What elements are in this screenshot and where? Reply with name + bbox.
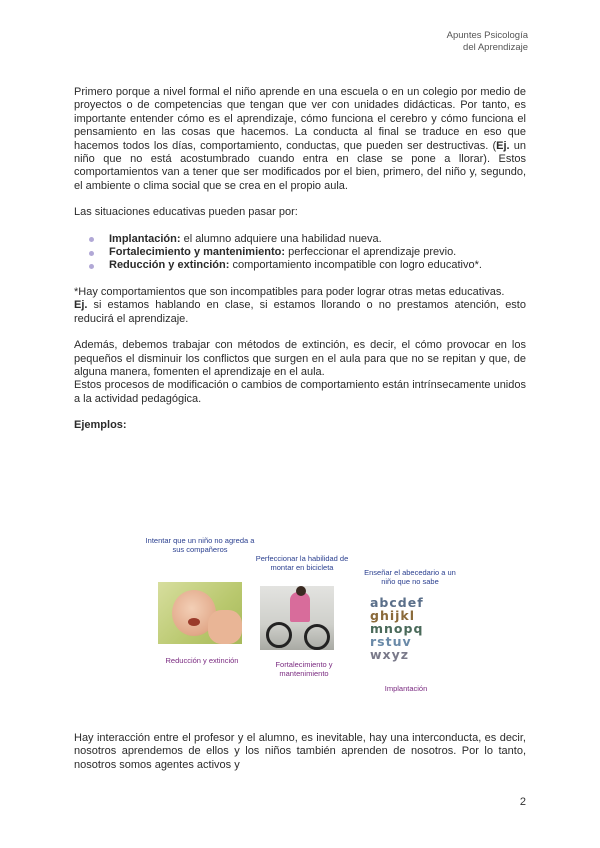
examples-title bbox=[74, 419, 526, 432]
alphabet-row: mnopq bbox=[370, 621, 424, 636]
situations-list bbox=[74, 233, 526, 273]
caption-2-top: Perfeccionar la habilidad de montar en bicicleta bbox=[255, 554, 349, 572]
alphabet-row: rstuv bbox=[370, 634, 412, 649]
paragraph-4: Hay interacción entre el profesor y el alumno, es inevitable, hay una interconducta, es decir, nosotros aprendemos de ellos y los niños también aprenden de nosotros. Por lo tanto, nosotros somos agentes activos y bbox=[74, 732, 526, 771]
paragraph-3-line-1: Además, debemos trabajar con métodos de extinción, es decir, el cómo provocar en los pequeños el disminuir los conflictos que surgen en el aula para que no se repitan y que, de alguna manera, fomenten el aprendizaje en el aula. bbox=[74, 339, 526, 378]
note-line-2-text: si estamos hablando en clase, si estamos llorando o no prestamos atención, esto reducirá el aprendizaje. bbox=[74, 299, 526, 325]
page-number: 2 bbox=[519, 796, 526, 808]
list-item-desc: comportamiento incompatible con logro educativo*. bbox=[229, 259, 482, 272]
list-item bbox=[74, 259, 526, 272]
bicycle-photo bbox=[260, 586, 334, 650]
page-body-bottom bbox=[74, 732, 526, 772]
alphabet-row: wxyz bbox=[370, 647, 410, 662]
bullet-icon bbox=[89, 251, 94, 256]
examples-title-text: Ejemplos: bbox=[74, 419, 127, 432]
paragraph-1-text-b: un niño que no está acostumbrado cuando entra en clase se pone a llorar). Estos comportamientos van a tener que ser modificados por el bien, primero, del niño y, segundo, el ambiente o clima social que se crea en el propio aula. bbox=[74, 139, 526, 192]
alphabet-row: abcdef bbox=[370, 595, 424, 610]
page-body bbox=[74, 86, 526, 433]
caption-1-top: Intentar que un niño no agreda a sus compañeros bbox=[145, 536, 255, 554]
caption-2-bottom: Fortalecimiento y mantenimiento bbox=[275, 660, 333, 678]
bullet-icon bbox=[89, 264, 94, 269]
paragraph-2: Las situaciones educativas pueden pasar por: bbox=[74, 206, 298, 219]
list-item bbox=[74, 233, 526, 246]
list-item bbox=[74, 246, 526, 259]
example-label: Ej. bbox=[74, 299, 88, 312]
list-item-term: Fortalecimiento y mantenimiento: bbox=[109, 246, 286, 259]
bullet-icon bbox=[89, 237, 94, 242]
list-item-desc: perfeccionar el aprendizaje previo. bbox=[285, 246, 457, 259]
list-item-term: Reducción y extinción: bbox=[109, 259, 230, 272]
caption-1-bottom: Reducción y extinción bbox=[165, 656, 239, 665]
list-item-term: Implantación: bbox=[109, 232, 181, 245]
page-header bbox=[447, 30, 528, 54]
alphabet-row: ghijkl bbox=[370, 608, 416, 623]
paragraph-3-line-2: Estos procesos de modificación o cambios de comportamiento están intrínsecamente unidos a la actividad pedagógica. bbox=[74, 379, 526, 405]
header-line-1: Apuntes Psicología bbox=[446, 30, 528, 41]
paragraph-1 bbox=[74, 86, 526, 193]
caption-3-top: Enseñar el abecedario a un niño que no sabe bbox=[364, 568, 456, 586]
note-line-2 bbox=[74, 299, 526, 326]
examples-figure bbox=[74, 534, 526, 704]
note-line-1: *Hay comportamientos que son incompatibles para poder lograr otras metas educativas. bbox=[74, 285, 505, 298]
example-label: Ej. bbox=[496, 139, 510, 152]
caption-3-bottom: Implantación bbox=[384, 684, 428, 693]
alphabet-image bbox=[370, 596, 436, 661]
header-line-2: del Aprendizaje bbox=[463, 42, 528, 53]
crying-baby-photo bbox=[158, 582, 242, 644]
list-item-desc: el alumno adquiere una habilidad nueva. bbox=[180, 232, 382, 245]
paragraph-1-text-a: Primero porque a nivel formal el niño aprende en una escuela o en un colegio por medio de proyectos o de competencias que tengan que ver con unidades didácticas. Por tanto, es importante entender cómo es el aprendizaje, cómo funciona el cerebro y cómo funciona el pensamiento en las cosas que hacemos. La conducta al final se traduce en eso que hacemos todos los días, comportamiento, conductas, que pueden ser destructivas. ( bbox=[74, 86, 526, 152]
